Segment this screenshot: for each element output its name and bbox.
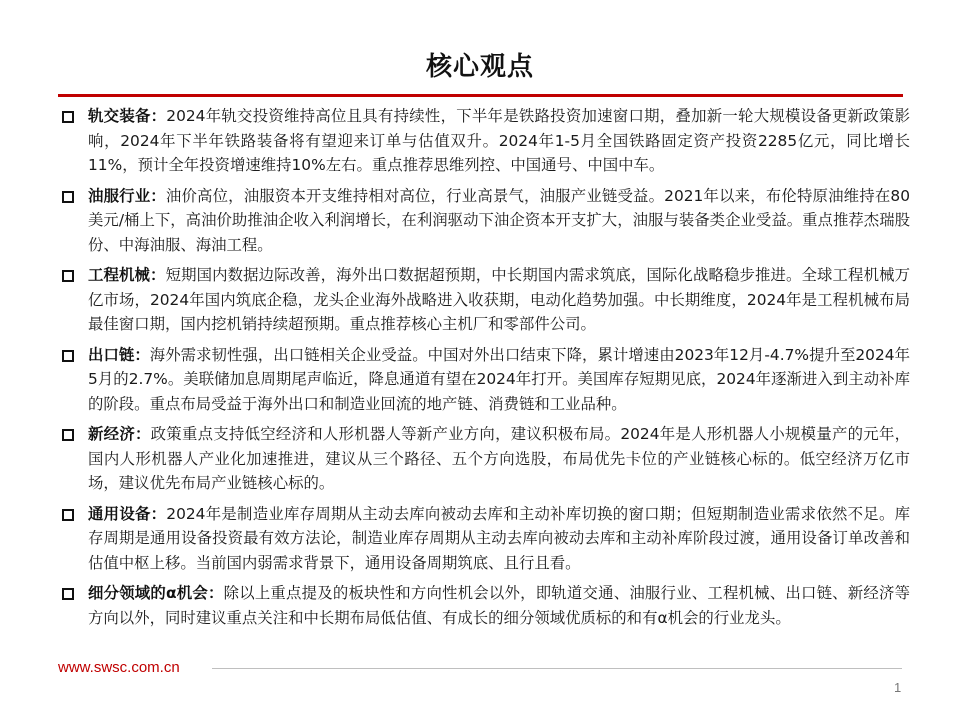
- list-item: [60, 581, 910, 630]
- point-heading: 出口链：: [88, 345, 150, 364]
- list-item: [60, 422, 910, 496]
- square-bullet-icon: [62, 270, 74, 282]
- point-text: 2024年是制造业库存周期从主动去库向被动去库和主动补库切换的窗口期；但短期制造业需求依然不足。库存周期是通用设备投资最有效方法论，制造业库存周期从主动去库向被动去库和主动补库阶段过渡，通用设备订单改善和估值中枢上移。当前国内弱需求背景下，通用设备周期筑底、且行且看。: [88, 504, 910, 572]
- square-bullet-icon: [62, 429, 74, 441]
- list-item: [60, 263, 910, 337]
- footer-url-link[interactable]: www.swsc.com.cn: [58, 659, 180, 676]
- point-heading: 工程机械：: [88, 266, 166, 284]
- footer-divider: [212, 668, 902, 669]
- page-title: 核心观点: [425, 52, 534, 82]
- point-heading: 新经济：: [88, 425, 151, 443]
- point-heading: 通用设备：: [88, 504, 167, 523]
- page-number: 1: [894, 680, 902, 695]
- title-divider: [58, 94, 903, 97]
- list-item: [60, 502, 910, 576]
- key-points-list: [60, 104, 910, 636]
- list-item: [60, 343, 910, 417]
- point-text: 除以上重点提及的板块性和方向性机会以外，即轨道交通、油服行业、工程机械、出口链、新经济等方向以外，同时建议重点关注和中长期布局低估值、有成长的细分领域优质标的和有α机会的行业龙头。: [88, 584, 910, 627]
- point-text: 2024年轨交投资维持高位且具有持续性，下半年是铁路投资加速窗口期，叠加新一轮大规模设备更新政策影响，2024年下半年铁路装备将有望迎来订单与估值双升。2024年1-5月全国铁路固定资产投资2285亿元，同比增长11%，预计全年投资增速维持10%左右。重点推荐思维列控、中国通号、中国中车。: [88, 107, 910, 174]
- list-item: [60, 184, 910, 258]
- point-text: 政策重点支持低空经济和人形机器人等新产业方向，建议积极布局。2024年是人形机器人小规模量产的元年，国内人形机器人产业化加速推进，建议从三个路径、五个方向选股，布局优先卡位的产业链核心标的。低空经济万亿市场，建议优先布局产业链核心标的。: [88, 425, 910, 492]
- list-item: [60, 104, 910, 178]
- point-heading: 细分领域的α机会：: [88, 584, 224, 602]
- square-bullet-icon: [62, 509, 74, 521]
- square-bullet-icon: [62, 350, 74, 362]
- point-text: 短期国内数据边际改善，海外出口数据超预期，中长期国内需求筑底，国际化战略稳步推进。全球工程机械万亿市场，2024年国内筑底企稳，龙头企业海外战略进入收获期，电动化趋势加强。中长期维度，2024年是工程机械布局最佳窗口期，国内挖机销持续超预期。重点推荐核心主机厂和零部件公司。: [88, 266, 910, 333]
- point-text: 海外需求韧性强，出口链相关企业受益。中国对外出口结束下降，累计增速由2023年12月-4.7%提升至2024年5月的2.7%。美联储加息周期尾声临近，降息通道有望在2024年打开。美国库存短期见底，2024年逐渐进入到主动补库的阶段。重点布局受益于海外出口和制造业回流的地产链、消费链和工业品种。: [88, 345, 910, 413]
- point-heading: 轨交装备：: [88, 107, 167, 125]
- point-text: 油价高位，油服资本开支维持相对高位，行业高景气，油服产业链受益。2021年以来，布伦特原油维持在80美元/桶上下，高油价助推油企收入利润增长，在利润驱动下油企资本开支扩大，油服与装备类企业受益。重点推荐杰瑞股份、中海油服、海油工程。: [88, 186, 910, 254]
- square-bullet-icon: [62, 191, 74, 203]
- point-heading: 油服行业：: [88, 186, 166, 205]
- square-bullet-icon: [62, 111, 74, 123]
- square-bullet-icon: [62, 588, 74, 600]
